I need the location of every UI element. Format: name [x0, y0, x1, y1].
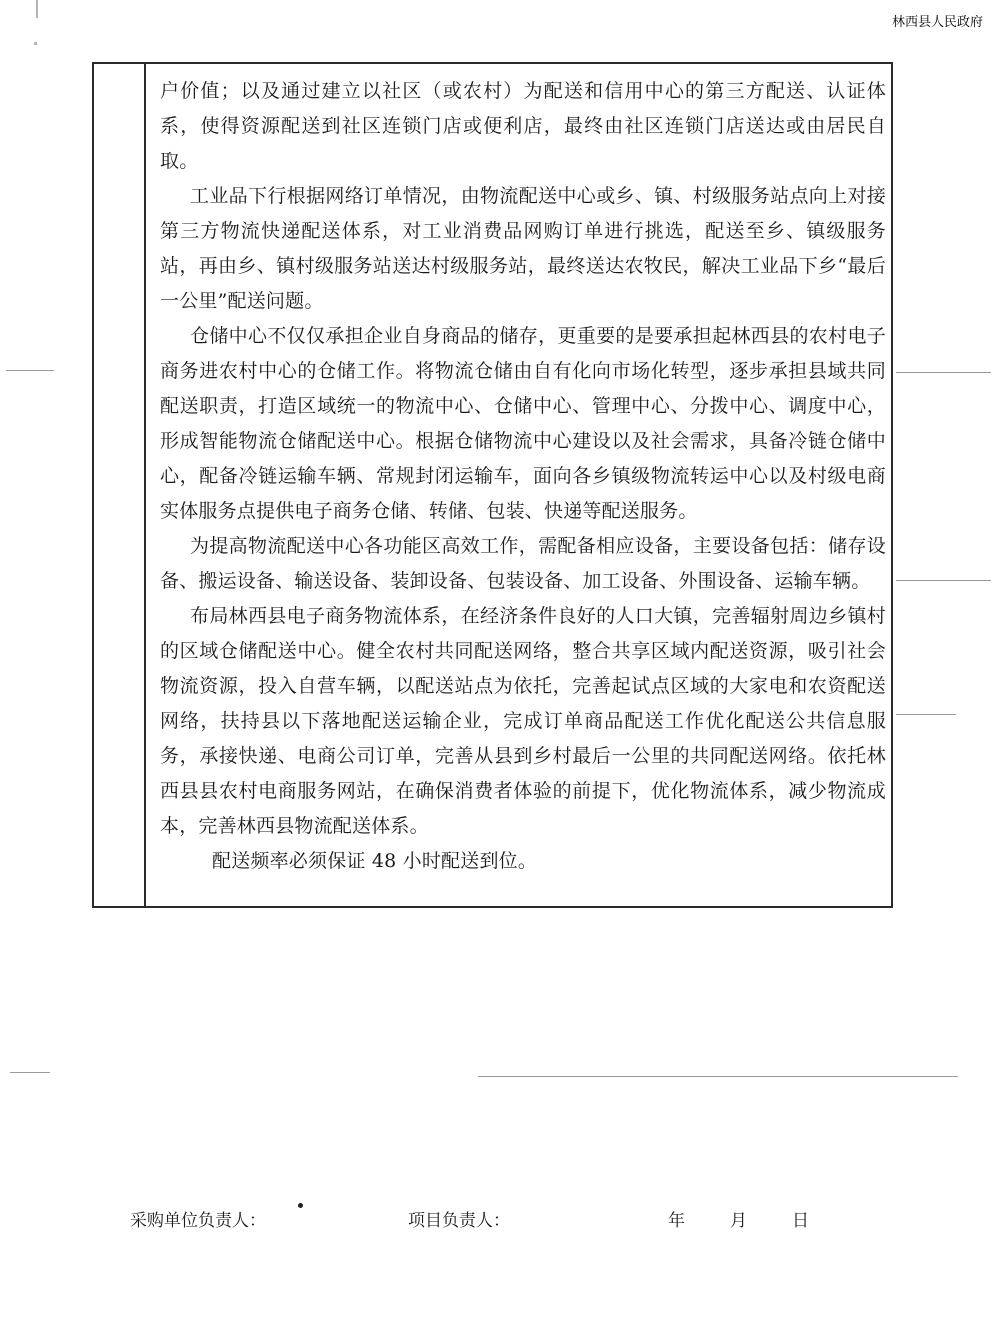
paragraph-5: 布局林西县电子商务物流体系，在经济条件良好的人口大镇，完善辐射周边乡镇村的区域仓储配送中心。健全农村共同配送网络，整合共享区域内配送资源，吸引社会物流资源，投入自营车辆，以配送站点为依托，完善起试点区域的大家电和农资配送网络，扶持县以下落地配送运输企业，完成订单商品配送工作优化配送公共信息服务，承接快递、电商公司订单，完善从县到乡村最后一公里的共同配送网络。依托林西县县农村电商服务网站，在确保消费者体验的前提下，优化物流体系，减少物流成本，完善林西县物流配送体系。: [160, 605, 886, 837]
signature-footer: [0, 1206, 1000, 1236]
paragraph-4: 为提高物流配送中心各功能区高效工作，需配备相应设备，主要设备包括：储存设备、搬运设备、输送设备、装卸设备、包装设备、加工设备、外围设备、运输车辆。: [160, 535, 886, 592]
paragraph-2: 工业品下行根据网络订单情况，由物流配送中心或乡、镇、村级服务站点向上对接第三方物流快递配送体系，对工业消费品网购订单进行挑选，配送至乡、镇级服务站，再由乡、镇村级服务站送达村级服务站，最终送达农牧民，解决工业品下乡“最后一公里”配送问题。: [160, 185, 886, 312]
watermark-label: 林西县人民政府: [889, 10, 986, 31]
scan-line: [896, 714, 956, 715]
scan-line: [896, 372, 991, 373]
table-content-cell: [160, 74, 886, 879]
scan-speck: [36, 0, 38, 18]
date-year-label: 年: [668, 1211, 685, 1231]
purchaser-signature-label: 采购单位负责人：: [130, 1211, 266, 1231]
paragraph-1: 户价值；以及通过建立以社区（或农村）为配送和信用中心的第三方配送、认证体系，使得资源配送到社区连锁门店或便利店，最终由社区连锁门店送达或由居民自取。: [160, 80, 886, 172]
project-signature-label: 项目负责人：: [408, 1211, 510, 1231]
scan-line: [10, 1072, 50, 1073]
paragraph-6: 配送频率必须保证 48 小时配送到位。: [212, 850, 538, 872]
date-month-label: 月: [730, 1211, 747, 1231]
content-table: [92, 62, 893, 908]
scan-line: [478, 1076, 958, 1077]
scan-line: [6, 370, 54, 371]
date-day-label: 日: [792, 1211, 809, 1231]
scan-speck: [34, 42, 37, 45]
scan-line: [896, 580, 991, 581]
table-left-column: [94, 64, 146, 906]
paragraph-3: 仓储中心不仅仅承担企业自身商品的储存，更重要的是要承担起林西县的农村电子商务进农村中心的仓储工作。将物流仓储由自有化向市场化转型，逐步承担县域共同配送职责，打造区域统一的物流中心、仓储中心、管理中心、分拨中心、调度中心，形成智能物流仓储配送中心。根据仓储物流中心建设以及社会需求，具备冷链仓储中心，配备冷链运输车辆、常规封闭运输车，面向各乡镇级物流转运中心以及村级电商实体服务点提供电子商务仓储、转储、包装、快递等配送服务。: [160, 325, 886, 522]
